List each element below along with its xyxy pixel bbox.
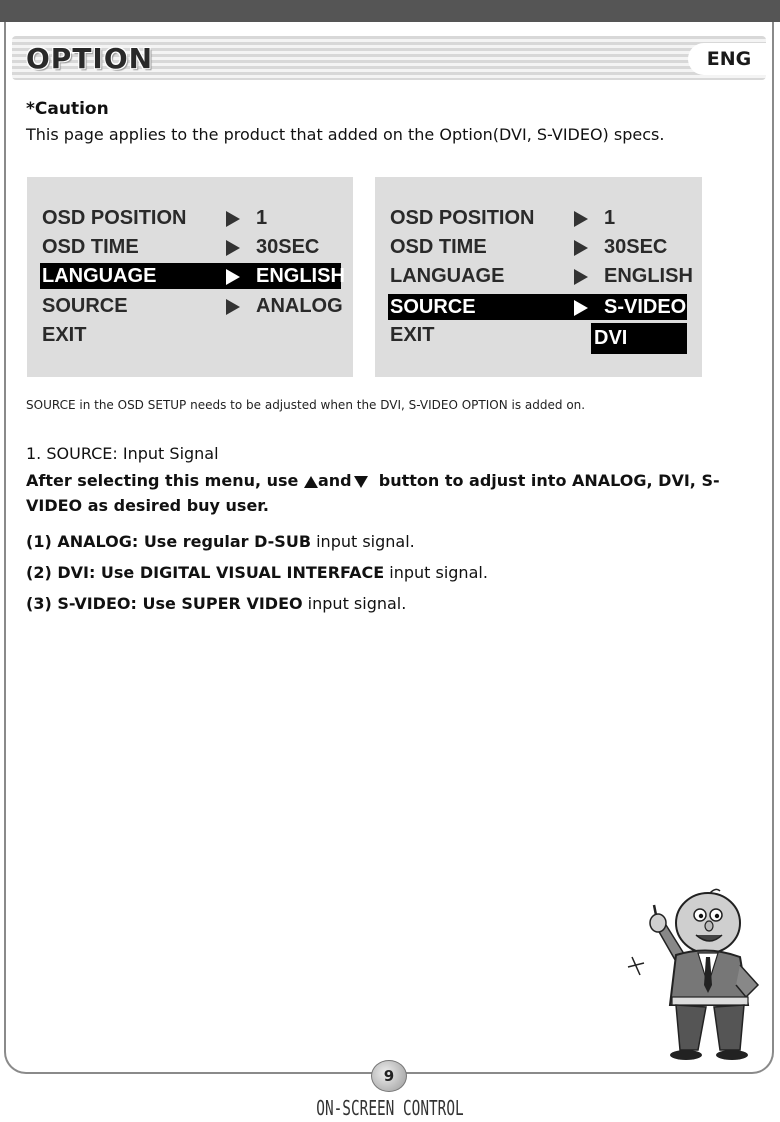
triangle-right-icon	[226, 299, 240, 315]
osd-value: 30SEC	[604, 236, 668, 258]
caution-title: *Caution	[26, 99, 109, 119]
osd-value: ANALOG	[256, 295, 343, 317]
osd-label: EXIT	[42, 324, 87, 346]
item-bold: (1) ANALOG: Use regular D-SUB	[26, 532, 312, 551]
osd-label: LANGUAGE	[390, 265, 505, 287]
osd-label: SOURCE	[390, 296, 476, 318]
osd-value: 1	[604, 207, 616, 229]
osd-row-source-selected	[388, 294, 687, 320]
osd-label: OSD POSITION	[390, 207, 535, 229]
desc-text-2: button to adjust into ANALOG, DVI, S-VIDEO as desired buy user.	[26, 471, 720, 515]
caution-text: This page applies to the product that added on the Option(DVI, S-VIDEO) specs.	[26, 125, 665, 144]
osd-label: OSD TIME	[42, 236, 139, 258]
desc-text-1: After selecting this menu, use	[26, 471, 299, 490]
osd-row-language	[390, 263, 693, 289]
triangle-right-icon	[226, 240, 240, 256]
section-title: 1. SOURCE: Input Signal	[26, 444, 219, 463]
osd-value: 1	[256, 207, 268, 229]
item-bold: (3) S-VIDEO: Use SUPER VIDEO	[26, 594, 303, 613]
language-badge: ENG	[688, 43, 770, 75]
list-item	[26, 532, 415, 551]
page-number: 9	[371, 1060, 407, 1092]
osd-menu-svideo	[375, 177, 702, 377]
osd-label: EXIT	[390, 324, 435, 346]
osd-row-osd-position	[42, 205, 342, 231]
osd-menu-analog	[27, 177, 353, 377]
osd-row-source	[42, 293, 342, 319]
item-bold: (2) DVI: Use DIGITAL VISUAL INTERFACE	[26, 563, 385, 582]
osd-label: OSD POSITION	[42, 207, 187, 229]
source-note: SOURCE in the OSD SETUP needs to be adjusted when the DVI, S-VIDEO OPTION is added on.	[26, 398, 586, 412]
triangle-up-icon	[304, 476, 318, 488]
osd-value: S-VIDEO	[604, 296, 687, 318]
desc-and: and	[317, 471, 352, 490]
footer-section-name: ON-SCREEN CONTROL	[316, 1096, 464, 1120]
osd-label: OSD TIME	[390, 236, 487, 258]
list-item	[26, 563, 488, 582]
item-rest: input signal.	[311, 532, 415, 551]
triangle-right-icon	[226, 269, 240, 285]
osd-row-language-selected	[40, 263, 345, 289]
triangle-right-icon	[226, 211, 240, 227]
triangle-right-icon	[574, 300, 588, 316]
osd-row-osd-time	[42, 234, 342, 260]
section-description	[26, 468, 756, 518]
mascot-illustration	[618, 885, 768, 1065]
osd-label: LANGUAGE	[42, 265, 157, 287]
top-bar	[0, 0, 780, 22]
list-item	[26, 594, 406, 613]
osd-label: SOURCE	[42, 295, 128, 317]
triangle-right-icon	[574, 269, 588, 285]
triangle-down-icon	[354, 476, 368, 488]
osd-value: ENGLISH	[604, 265, 693, 287]
page-title: OPTION	[26, 42, 154, 75]
osd-row-exit	[390, 322, 570, 348]
osd-value: 30SEC	[256, 236, 320, 258]
item-rest: input signal.	[384, 563, 488, 582]
osd-row-exit	[42, 322, 342, 348]
triangle-right-icon	[574, 240, 588, 256]
item-rest: input signal.	[302, 594, 407, 613]
osd-value: ENGLISH	[256, 265, 345, 287]
triangle-right-icon	[574, 211, 588, 227]
osd-row-osd-position	[390, 205, 690, 231]
osd-row-osd-time	[390, 234, 690, 260]
source-option-dvi: DVI	[591, 323, 687, 354]
